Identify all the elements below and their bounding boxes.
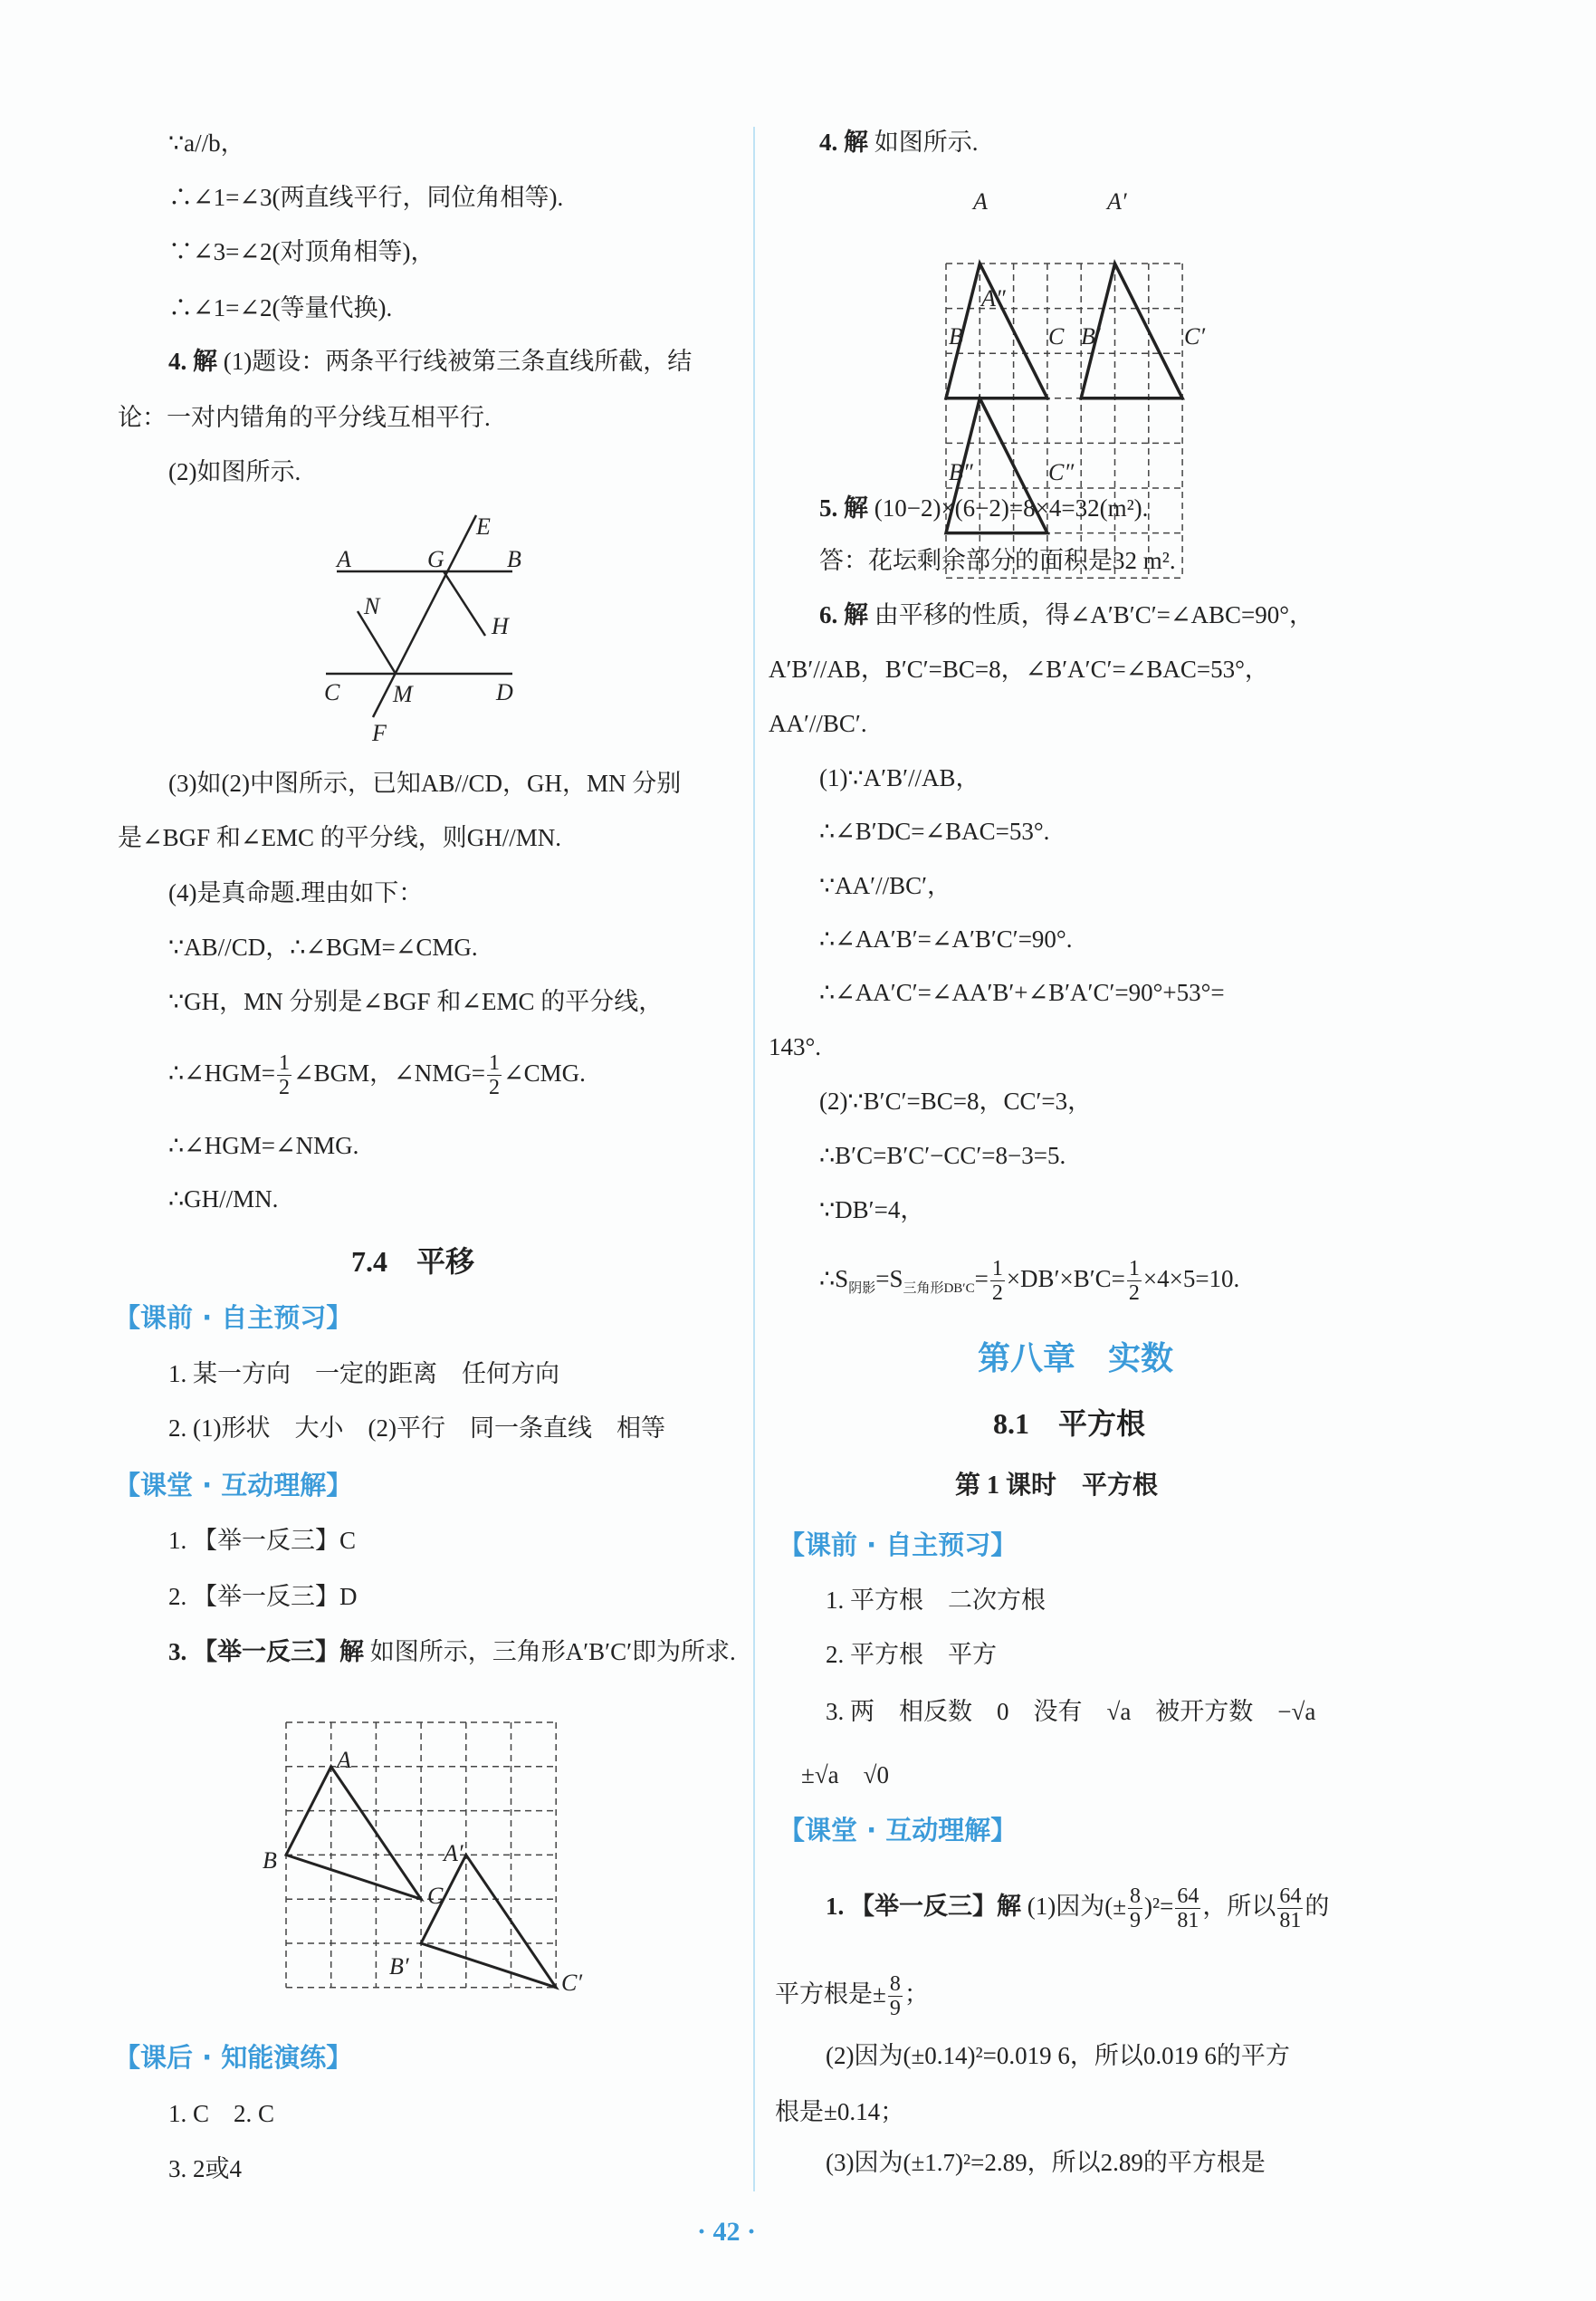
text-line: 根是±0.14； xyxy=(775,2098,905,2125)
area-formula-line xyxy=(819,1256,1239,1311)
section-header-preview: 【课前 · 自主预习】 xyxy=(779,1529,1018,1560)
numerator: 1 xyxy=(279,1051,291,1076)
numerator: 1 xyxy=(991,1257,1003,1281)
label-a-prime: A′ xyxy=(444,1840,464,1866)
section-title: 7.4 平移 xyxy=(351,1245,475,1278)
label-c-prime: C′ xyxy=(561,1970,583,1996)
label-a: A xyxy=(337,1747,351,1773)
text-line: 是∠BGF 和∠EMC 的平分线，则GH//MN. xyxy=(118,824,562,851)
text-line: 1. 某一方向 一定的距离 任何方向 xyxy=(168,1360,559,1387)
text-line: ∵DB′=4， xyxy=(819,1196,925,1223)
text-line: ∴GH//MN. xyxy=(168,1185,279,1213)
fraction-line xyxy=(168,1050,586,1099)
question-1 xyxy=(826,1881,1329,1932)
denominator: 81 xyxy=(1279,1909,1302,1933)
label-c-double-prime: C″ xyxy=(1048,459,1075,485)
line-mn xyxy=(358,611,396,674)
text-line: 1. C 2. C xyxy=(168,2100,275,2127)
denominator: 2 xyxy=(279,1076,291,1100)
text-line: (2)∵B′C′=BC=8，CC′=3， xyxy=(819,1088,1093,1115)
question-number: 4. 解 xyxy=(168,348,217,375)
section-title: 8.1 平方根 xyxy=(993,1407,1146,1440)
fraction xyxy=(1277,1884,1303,1932)
text: 平方根是± xyxy=(775,1980,886,2008)
label-b-prime: B′ xyxy=(389,1953,409,1980)
text-line: ∵a//b， xyxy=(168,129,245,157)
question-number: 1. 【举一反三】解 xyxy=(826,1893,1021,1920)
numerator: 8 xyxy=(889,1972,901,1997)
subscript: 三角形DB′C xyxy=(903,1281,975,1296)
triangle-abc xyxy=(286,1767,421,1899)
fraction xyxy=(277,1051,291,1099)
subscript: 阴影 xyxy=(848,1281,876,1296)
parallel-lines-figure xyxy=(0,0,753,761)
text-line: 1. 【举一反三】C xyxy=(168,1527,357,1554)
question-4 xyxy=(819,126,979,158)
triangle-a1b1c1 xyxy=(421,1855,556,1987)
text-line: (1)∵A′B′//AB， xyxy=(819,764,980,791)
label-c-prime: C′ xyxy=(1184,323,1206,350)
text: ∴∠HGM= xyxy=(168,1059,276,1087)
fraction xyxy=(1128,1884,1142,1932)
text-line: ∴B′C=B′C′−CC′=8−3=5. xyxy=(819,1142,1066,1169)
section-header-classroom: 【课堂 · 互动理解】 xyxy=(779,1815,1018,1846)
text: 由平移的性质，得∠A′B′C′=∠ABC=90°， xyxy=(868,601,1314,628)
text-line: ∴∠1=∠2(等量代换). xyxy=(168,294,393,321)
text: = xyxy=(974,1265,989,1292)
label-h: H xyxy=(492,613,509,639)
section-header-classroom: 【课堂 · 互动理解】 xyxy=(114,1470,353,1500)
text: ×4×5=10. xyxy=(1142,1265,1240,1292)
denominator: 2 xyxy=(991,1281,1003,1306)
question-number: 6. 解 xyxy=(819,601,868,628)
text-line: ±√a √0 xyxy=(801,1761,889,1788)
fraction xyxy=(1127,1257,1142,1305)
label-d: D xyxy=(496,679,513,705)
text-line: ∴∠B′DC=∠BAC=53°. xyxy=(819,818,1050,845)
numerator: 1 xyxy=(1128,1257,1140,1281)
translation-grid-figure xyxy=(235,1702,616,2010)
text: 如图所示. xyxy=(868,129,979,156)
label-e: E xyxy=(476,513,491,540)
text-line: ∵AB//CD，∴∠BGM=∠CMG. xyxy=(168,934,478,961)
text: (1)题设：两条平行线被第三条直线所截，结 xyxy=(217,348,693,375)
text: )²= xyxy=(1144,1893,1174,1920)
numerator: 64 xyxy=(1177,1884,1199,1909)
question-number: 5. 解 xyxy=(819,494,868,522)
text-line: 答：花坛剩余部分的面积是32 m². xyxy=(819,547,1176,574)
denominator: 2 xyxy=(489,1076,501,1100)
label-a-prime: A′ xyxy=(1107,188,1127,215)
label-b-double-prime: B″ xyxy=(949,459,973,485)
text: (1)因为(± xyxy=(1021,1893,1127,1920)
line-ef xyxy=(373,515,476,717)
numerator: 64 xyxy=(1279,1884,1302,1909)
text-line: 1. 平方根 二次方根 xyxy=(826,1587,1046,1614)
fraction xyxy=(888,1972,903,2020)
question-number: 4. 解 xyxy=(819,129,868,156)
label-c: C xyxy=(324,679,340,705)
column-divider xyxy=(753,127,755,2191)
label-c: C xyxy=(1048,323,1065,350)
question-5 xyxy=(819,492,1148,524)
text-line xyxy=(775,1969,929,2020)
text-line: ∵GH，MN 分别是∠BGF 和∠EMC 的平分线， xyxy=(168,988,664,1015)
text-line: (4)是真命题.理由如下： xyxy=(168,879,424,906)
fraction xyxy=(487,1051,502,1099)
text: ∠CMG. xyxy=(503,1059,586,1087)
lesson-title: 第 1 课时 平方根 xyxy=(955,1472,1159,1500)
text: ； xyxy=(903,1980,929,2008)
section-header-preview: 【课前 · 自主预习】 xyxy=(114,1302,353,1333)
text-line: A′B′//AB，B′C′=BC=8，∠B′A′C′=∠BAC=53°， xyxy=(769,656,1269,683)
text-line: ∵AA′//BC′， xyxy=(819,872,952,899)
text-line: ∴∠AA′C′=∠AA′B′+∠B′A′C′=90°+53°= xyxy=(819,979,1225,1006)
text-line: (3)因为(±1.7)²=2.89，所以2.89的平方根是 xyxy=(826,2149,1266,2176)
text-line: 3. 两 相反数 0 没有 √a 被开方数 −√a xyxy=(826,1698,1316,1725)
text-line: ∴∠AA′B′=∠A′B′C′=90°. xyxy=(819,925,1073,953)
chapter-title: 第八章 实数 xyxy=(978,1340,1174,1377)
dashed-grid xyxy=(286,1722,556,1988)
label-g: G xyxy=(427,546,444,572)
fraction xyxy=(1175,1884,1200,1932)
fraction xyxy=(990,1257,1005,1305)
label-f: F xyxy=(372,720,387,746)
text-line: ∴∠HGM=∠NMG. xyxy=(168,1132,359,1159)
triangle-translation-figure xyxy=(905,181,1231,598)
text: ∴S xyxy=(819,1265,849,1292)
text-line: 2. 【举一反三】D xyxy=(168,1583,358,1610)
text: =S xyxy=(875,1265,903,1292)
question-6 xyxy=(819,599,1314,631)
line-gh xyxy=(444,571,485,636)
section-header-after-class: 【课后 · 知能演练】 xyxy=(114,2042,353,2073)
label-n: N xyxy=(364,593,380,619)
text-line: AA′//BC′. xyxy=(769,710,867,737)
text: ×DB′×B′C= xyxy=(1006,1265,1125,1292)
text: 的 xyxy=(1305,1893,1330,1920)
question-3 xyxy=(168,1635,736,1668)
text-line: ∴∠1=∠3(两直线平行，同位角相等). xyxy=(168,184,564,211)
label-c: C xyxy=(427,1883,444,1909)
text-line: 143°. xyxy=(769,1033,822,1060)
denominator: 9 xyxy=(1130,1909,1142,1933)
text-line: 论：一对内错角的平分线互相平行. xyxy=(118,404,491,431)
question-number: 3. 【举一反三】解 xyxy=(168,1638,364,1665)
denominator: 2 xyxy=(1128,1281,1140,1306)
label-b: B xyxy=(949,323,963,350)
text: 如图所示，三角形A′B′C′即为所求. xyxy=(364,1638,736,1665)
numerator: 8 xyxy=(1130,1884,1142,1909)
text-line: (2)因为(±0.14)²=0.019 6，所以0.019 6的平方 xyxy=(826,2042,1290,2069)
text-line: 2. 平方根 平方 xyxy=(826,1641,997,1668)
text: ∠BGM，∠NMG= xyxy=(293,1059,486,1087)
text-line: 2. (1)形状 大小 (2)平行 同一条直线 相等 xyxy=(168,1414,665,1442)
label-b: B xyxy=(263,1847,277,1874)
text: (10−2)×(6−2)=8×4=32(m²). xyxy=(868,494,1149,522)
denominator: 81 xyxy=(1177,1909,1199,1933)
text: ，所以 xyxy=(1202,1893,1276,1920)
text-line: (2)如图所示. xyxy=(168,458,301,485)
label-b-prime: B′ xyxy=(1081,323,1101,350)
text-line: ∵∠3=∠2(对顶角相等)， xyxy=(168,238,435,265)
page-number: · 42 · xyxy=(697,2217,757,2247)
denominator: 9 xyxy=(889,1997,901,2021)
text-line: 3. 2或4 xyxy=(168,2155,242,2182)
label-b: B xyxy=(507,546,521,572)
text-line: (3)如(2)中图所示，已知AB//CD，GH，MN 分别 xyxy=(168,770,682,797)
label-a-double-prime: A″ xyxy=(981,285,1006,312)
label-m: M xyxy=(393,681,413,707)
numerator: 1 xyxy=(489,1051,501,1076)
label-a: A xyxy=(337,546,351,572)
label-a: A xyxy=(973,188,988,215)
